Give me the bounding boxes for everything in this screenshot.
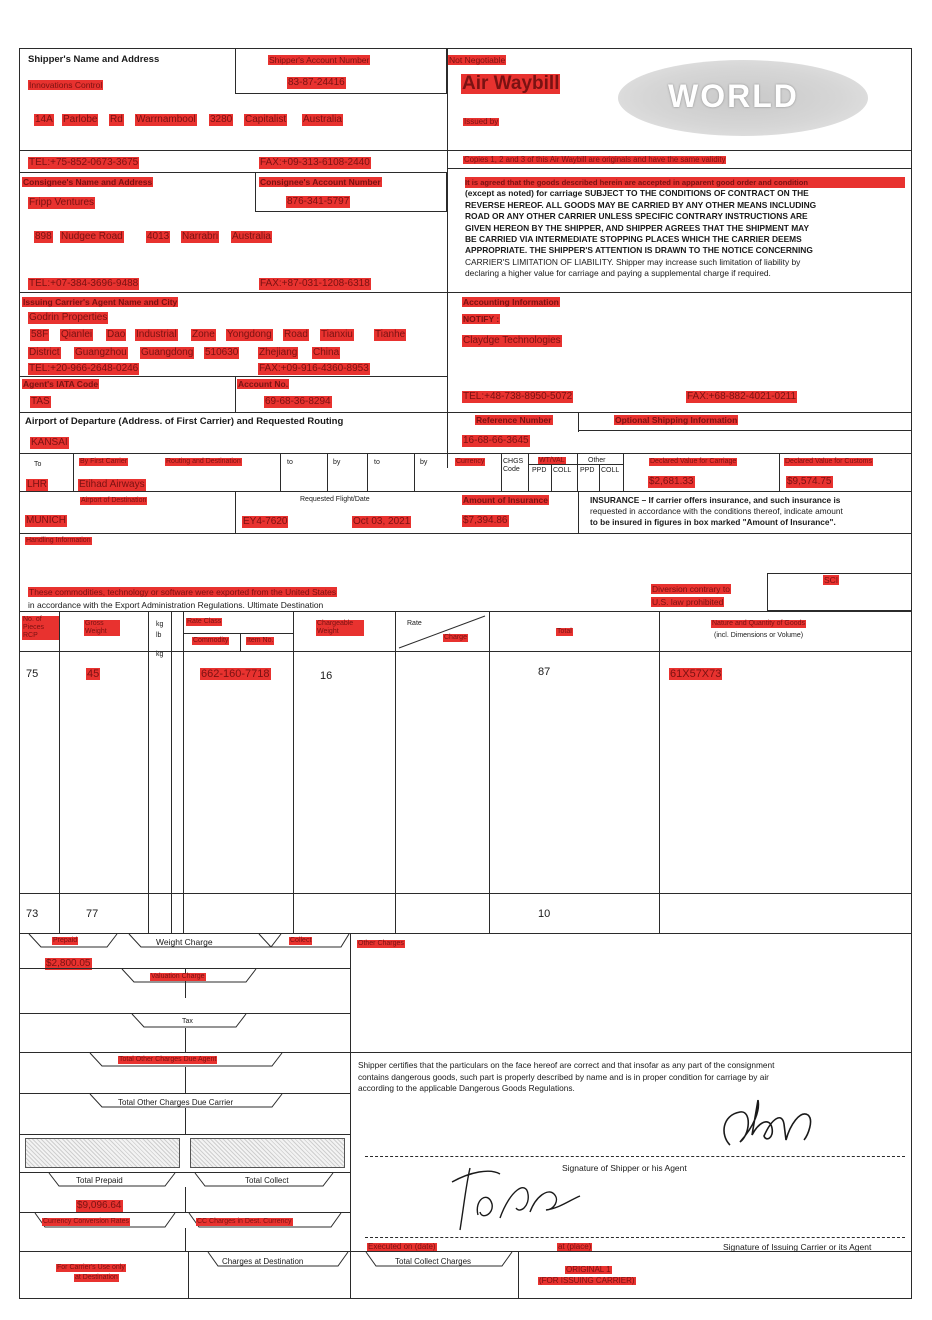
sci-box — [767, 573, 912, 611]
consignee-account-label: Consignee's Account Number — [260, 177, 381, 187]
address-word: Capitalist — [245, 114, 287, 125]
flight-number: EY4-7620 — [243, 516, 288, 527]
shipper-signature-label: Signature of Shipper or his Agent — [562, 1163, 687, 1173]
divider — [577, 453, 578, 491]
to-label: To — [34, 461, 42, 468]
optional-shipping-label: Optional Shipping Information — [615, 415, 738, 425]
conditions-line: GIVEN HEREON BY THE SHIPPER, AND SHIPPER AGREES THAT THE SHIPMENT MAY — [465, 222, 810, 233]
shipper-account: 83-87-24416 — [288, 77, 345, 88]
divider — [528, 464, 623, 465]
cc-charges-label: CC Charges in Dest. Currency — [197, 1218, 292, 1225]
insurance-label: Amount of Insurance — [463, 495, 549, 505]
col-kg: kg — [156, 621, 164, 628]
divider — [19, 611, 912, 612]
total-prepaid-value: $9,096.64 — [77, 1200, 122, 1211]
declared-carriage: $2,681.33 — [649, 476, 694, 487]
by2-label: by — [333, 459, 341, 466]
departure-label: Airport of Departure (Address. of First Carrier) and Requested Routing — [25, 416, 344, 427]
currency-label: Currency — [456, 458, 485, 465]
conditions-line: declaring a higher value for carriage and paying a supplemental charge if required. — [465, 268, 771, 279]
col-gross-weight: Gross Weight — [84, 620, 120, 636]
address-word: District — [29, 347, 60, 358]
conditions-line: APPROPRIATE. THE SHIPPER'S ATTENTION IS DRAWN TO THE NOTICE CONCERNING — [465, 245, 813, 256]
col-nature: Nature and Quantity of Goods — [712, 620, 805, 627]
divider — [183, 633, 293, 634]
address-word: Zone — [192, 329, 215, 340]
divider — [659, 611, 660, 933]
ppd-label: PPD — [532, 467, 547, 474]
charges-destination-label: Charges at Destination — [222, 1257, 304, 1266]
declared-customs: $9,574.75 — [787, 476, 832, 487]
ppd-label-2: PPD — [580, 467, 595, 474]
row-pieces: 75 — [26, 668, 39, 680]
issued-by: Issued by — [464, 117, 499, 126]
agent-account-label: Account No. — [238, 379, 289, 389]
accounting-fax: FAX:+68-882-4021-0211 — [687, 391, 797, 402]
shipper-tel: TEL:+75-852-0673-3675 — [29, 157, 139, 168]
address-word: Tianxiu — [321, 329, 353, 340]
conditions-line: REVERSE HEREOF. ALL GOODS MAY BE CARRIED BY ANY OTHER MEANS INCLUDING — [465, 199, 817, 210]
divider — [19, 893, 912, 894]
carrier-signature-line — [365, 1237, 905, 1238]
weight-charge-label: Weight Charge — [156, 937, 213, 947]
address-word: 3280 — [210, 114, 233, 125]
divider — [171, 611, 172, 933]
original-label: ORIGINAL 1 — [566, 1265, 611, 1274]
col-lb: lb — [156, 632, 162, 639]
agent-label: Issuing Carrier's Agent Name and City — [23, 297, 178, 307]
flight-date: Oct 03, 2021 — [353, 516, 411, 527]
departure-airport: KANSAI — [31, 437, 68, 448]
other-label: Other — [588, 457, 606, 464]
consignee-name: Fripp Ventures — [29, 197, 95, 208]
conditions-text — [465, 177, 905, 280]
divider — [599, 464, 600, 491]
divider — [447, 168, 912, 169]
divider — [350, 933, 351, 1299]
divider — [19, 1134, 350, 1135]
agent-tel: TEL:+20-966-2648-0246 — [29, 363, 139, 374]
by3-label: by — [420, 459, 428, 466]
address-word: Australia — [303, 114, 342, 125]
divider — [779, 453, 780, 491]
prepaid-weight-value: $2,800.05 — [46, 958, 91, 969]
divider — [19, 150, 912, 151]
accounting-label: Accounting Information — [463, 297, 559, 307]
divider — [623, 453, 624, 491]
consignee-tel: TEL:+07-384-3696-9488 — [29, 278, 139, 289]
hatched-area — [25, 1138, 180, 1168]
air-waybill-title: Air Waybill — [462, 73, 560, 94]
divider — [235, 491, 236, 533]
col-commodity: Commodity — [193, 637, 229, 644]
divider — [19, 533, 912, 534]
declared-carriage-label: Declared Value for Carriage — [650, 458, 737, 465]
address-word: 58F — [31, 329, 49, 340]
address-word: Road — [284, 329, 308, 340]
divider — [185, 1228, 186, 1251]
divider — [350, 1251, 351, 1299]
col-nature-sub: (incl. Dimensions or Volume) — [714, 632, 804, 639]
insurance-amount: $7,394.86 — [463, 515, 508, 526]
carrier-signature-label: Signature of Issuing Carrier or its Agent — [723, 1242, 872, 1252]
at-destination-label: at Destination — [75, 1274, 118, 1281]
valuation-charge-label: Valuation Charge — [151, 973, 205, 980]
total-other-carrier-label: Total Other Charges Due Carrier — [118, 1098, 234, 1107]
handling-label: Handling Information — [26, 537, 91, 544]
agent-iata: TAS — [31, 396, 50, 407]
sci-label: SCI — [824, 575, 839, 585]
coll-label-2: COLL — [601, 467, 620, 474]
carrier-signature — [430, 1160, 600, 1235]
divider — [578, 430, 912, 431]
col-total: Total — [557, 628, 572, 635]
divider — [447, 292, 448, 468]
diversion-1: Diversion contrary to — [652, 584, 730, 594]
conditions-line: BE CARRIED VIA INTERMEDIATE STOPPING PLACES WHICH THE CARRIER DEEMS — [465, 234, 802, 245]
declared-customs-label: Declared Value for Customs — [785, 458, 873, 465]
total-other-agent-label: Total Other Charges Due Agent — [119, 1056, 217, 1063]
notify-label: NOTIFY : — [463, 314, 500, 324]
divider — [19, 412, 912, 413]
total-collect-label: Total Collect — [245, 1176, 289, 1185]
by-first-carrier-label: By First Carrier — [80, 458, 128, 465]
divider — [19, 491, 912, 492]
divider — [19, 376, 447, 377]
consignee-fax: FAX:+87-031-1208-6318 — [260, 278, 370, 289]
prepaid-label: Prepaid — [53, 937, 78, 944]
divider — [59, 611, 60, 933]
address-word: 4013 — [147, 231, 170, 242]
kg-unit: kg — [156, 651, 164, 658]
divider — [280, 453, 281, 491]
hatched-area — [190, 1138, 345, 1168]
col-chargeable-weight: Chargeable Weight — [316, 620, 364, 636]
total-prepaid-label: Total Prepaid — [76, 1176, 123, 1185]
agent-account: 69-68-36-8294 — [265, 396, 331, 407]
conditions-line: (except as noted) for carriage SUBJECT TO THE CONDITIONS OF CONTRACT ON THE — [465, 188, 809, 199]
conditions-line: It is agreed that the goods described herein are accepted in apparent good order and condition — [465, 177, 905, 188]
divider — [235, 376, 236, 412]
divider — [183, 611, 184, 933]
divider — [489, 611, 490, 933]
address-word: 510630 — [205, 347, 239, 358]
col-item-no: Item No. — [247, 637, 274, 644]
divider — [551, 464, 552, 491]
consignee-account: 876-341-5797 — [287, 196, 350, 207]
col-charge: Charge — [444, 634, 467, 641]
address-word: China — [313, 347, 340, 358]
address-word: Industrial — [136, 329, 177, 340]
notify-name: Claydge Technologies — [463, 335, 561, 346]
address-word: 898 — [35, 231, 52, 242]
address-word: Yongdong — [227, 329, 272, 340]
collect-label: Collect — [290, 937, 312, 944]
row-gross-weight: 45 — [87, 668, 100, 680]
to2-label: to — [287, 459, 293, 466]
address-word: Guangzhou — [75, 347, 127, 358]
divider — [327, 453, 328, 491]
export-line-2: in accordance with the Export Administration Regulations. Ultimate Destination — [28, 600, 324, 610]
copies-note: Copies 1, 2 and 3 of this Air Waybill are originals and have the same validity — [464, 155, 726, 164]
divider — [578, 491, 579, 533]
divider — [185, 1028, 186, 1052]
agent-name: Godrin Properties — [29, 312, 108, 323]
address-word: Australia — [232, 231, 271, 242]
divider — [185, 1067, 186, 1093]
consignee-label: Consignee's Name and Address — [23, 177, 153, 187]
wt-val-label: WT/VAL — [539, 457, 565, 464]
requested-flight-label: Requested Flight/Date — [300, 496, 370, 503]
address-word: Zhejiang — [259, 347, 298, 358]
divider — [19, 651, 912, 652]
insurance-note-1: INSURANCE – If carrier offers insurance, and such insurance is — [590, 495, 841, 505]
shipper-name: Innovations Control — [29, 80, 103, 90]
airport-destination-label: Airport of Destination — [81, 497, 147, 504]
address-word: 14A — [35, 114, 53, 125]
address-word: Narrabri — [182, 231, 219, 242]
total-collect-charges-label: Total Collect Charges — [395, 1257, 472, 1266]
divider — [350, 1052, 912, 1053]
col-pieces: No. of Pieces RCP — [22, 616, 60, 640]
divider — [414, 453, 415, 491]
first-carrier: Etihad Airways — [79, 479, 145, 490]
agent-iata-label: Agent's IATA Code — [23, 379, 99, 389]
divider — [19, 292, 912, 293]
divider — [395, 611, 396, 933]
divider — [185, 1108, 186, 1134]
coll-label: COLL — [553, 467, 572, 474]
address-word: Nudgee Road — [61, 231, 123, 242]
executed-on-label: Executed on (date) — [368, 1242, 436, 1251]
divider — [518, 1251, 519, 1299]
diversion-2: U.S. law prohibited — [652, 597, 724, 607]
at-place-label: at (place) — [558, 1242, 592, 1251]
total-pieces: 73 — [26, 908, 39, 920]
divider — [240, 633, 241, 651]
certification-line-1: Shipper certifies that the particulars on the face hereof are correct and that insofar as any part of the consignment — [358, 1060, 775, 1070]
rate-charge-slash — [397, 613, 489, 651]
address-word: Rd — [110, 114, 123, 125]
shipper-signature — [700, 1090, 840, 1160]
address-word: Dao — [107, 329, 126, 340]
destination-airport: MUNICH — [26, 515, 66, 526]
divider — [528, 453, 529, 491]
shipper-account-label: Shipper's Account Number — [269, 55, 370, 65]
insurance-note-3: to be insured in figures in box marked "Amount of Insurance". — [590, 517, 836, 527]
to-airport: LHR — [27, 479, 48, 490]
tax-label: Tax — [182, 1018, 193, 1025]
other-charges-label: Other Charges — [358, 940, 404, 947]
divider — [185, 1187, 186, 1212]
address-word: Tianhe — [375, 329, 406, 340]
row-chargeable-weight: 16 — [320, 670, 333, 682]
address-word: Warrnambool — [136, 114, 196, 125]
world-logo-text: WORLD — [668, 78, 799, 114]
divider — [447, 48, 448, 292]
divider — [293, 611, 294, 933]
address-word: Parlobe — [63, 114, 98, 125]
reference-number: 16-68-66-3645 — [463, 435, 529, 446]
row-total: 87 — [538, 666, 551, 678]
reference-label: Reference Number — [476, 415, 552, 425]
insurance-note-2: requested in accordance with the conditions thereof, indicate amount — [590, 506, 843, 516]
divider — [578, 412, 579, 432]
row-dimensions: 61X57X73 — [670, 668, 722, 680]
original-sub-label: (FOR ISSUING CARRIER) — [539, 1276, 635, 1285]
conditions-line: CARRIER'S LIMITATION OF LIABILITY. Shipper may increase such limitation of liability by — [465, 256, 801, 267]
currency-conversion-label: Currency Conversion Rates — [43, 1218, 129, 1225]
to3-label: to — [374, 459, 380, 466]
divider — [73, 453, 74, 491]
total-gross-weight: 77 — [86, 908, 99, 920]
row-commodity-item: 662-160-7718 — [201, 668, 270, 680]
signature-line — [365, 1156, 905, 1157]
shipper-fax: FAX:+09-313-6108-2440 — [260, 157, 370, 168]
address-word: Qianlei — [61, 329, 93, 340]
divider — [148, 611, 149, 933]
accounting-tel: TEL:+48-738-8950-5072 — [463, 391, 573, 402]
col-rate: Rate — [407, 620, 422, 627]
total-total: 10 — [538, 908, 551, 920]
for-carrier-label: For Carrier's Use only — [57, 1264, 125, 1271]
shipper-label: Shipper's Name and Address — [28, 54, 160, 65]
export-line-1: These commodities, technology or software were exported from the United States — [29, 587, 337, 597]
col-rate-class: Rate Class — [187, 618, 222, 625]
address-word: Guangdong — [141, 347, 194, 358]
certification-line-3: according to the applicable Dangerous Goods Regulations. — [358, 1083, 575, 1093]
divider — [501, 453, 502, 491]
agent-fax: FAX:+09-916-4360-8953 — [259, 363, 369, 374]
routing-destination-label: Routing and Destination — [166, 458, 241, 465]
not-negotiable: Not Negotiable — [449, 55, 506, 65]
certification-line-2: contains dangerous goods, such part is properly described by name and is in proper condition for carriage by air — [358, 1072, 769, 1082]
divider — [367, 453, 368, 491]
chgs-code-label: CHGS Code — [503, 458, 524, 473]
conditions-line: ROAD OR ANY OTHER CARRIER UNLESS SPECIFIC CONTRARY INSTRUCTIONS ARE — [465, 211, 808, 222]
